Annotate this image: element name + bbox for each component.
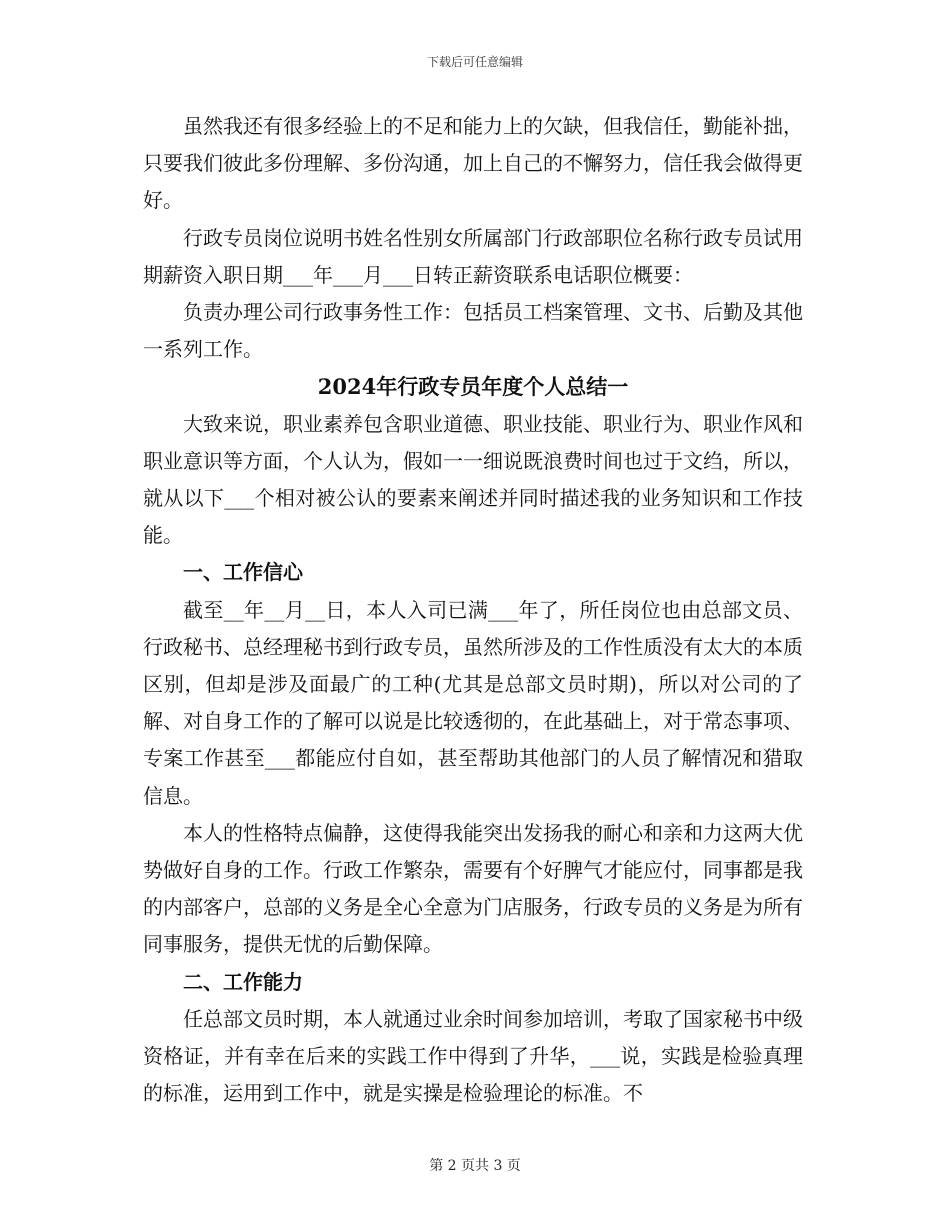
paragraph: 虽然我还有很多经验上的不足和能力上的欠缺，但我信任，勤能补拙，只要我们彼此多份理解、多份沟通，加上自己的不懈努力，信任我会做得更好。 [143,114,803,213]
paragraph: 截至__年__月__日，本人入司已满___年了，所任岗位也由总部文员、行政秘书、总经理秘书到行政专员，虽然所涉及的工作性质没有太大的本质区别，但却是涉及面最广的工种(尤其是总部文员时期)，所以对公司的了解、对自身工作的了解可以说是比较透彻的，在此基础上，对于常态事项、专案工作甚至___都能应付自如，甚至帮助其他部门的人员了解情况和猎取信息。 [143,597,803,808]
paragraph: 任总部文员时期，本人就通过业余时间参加培训，考取了国家秘书中级资格证，并有幸在后来的实践工作中得到了升华，___说，实践是检验真理的标准，运用到工作中，就是实操是检验理论的标准。不 [143,1006,803,1106]
paragraph: 本人的性格特点偏静，这使得我能突出发扬我的耐心和亲和力这两大优势做好自身的工作。行政工作繁杂，需要有个好脾气才能应付，同事都是我的内部客户，总部的义务是全心全意为门店服务，行政专员的义务是为所有同事服务，提供无忧的后勤保障。 [143,820,803,957]
paragraph: 行政专员岗位说明书姓名性别女所属部门行政部职位名称行政专员试用期薪资入职日期___年___月___日转正薪资联系电话职位概要： [143,225,803,287]
section-heading: 二、工作能力 [183,969,303,994]
page-header: 下载后可任意编辑 [426,55,523,69]
document-body [143,108,803,1112]
page-footer: 第 2 页共 3 页 [429,1158,521,1174]
document-title: 2024年行政专员年度个人总结一 [317,374,629,400]
paragraph: 负责办理公司行政事务性工作：包括员工档案管理、文书、后勤及其他一系列工作。 [143,300,803,362]
paragraph: 大致来说，职业素养包含职业道德、职业技能、职业行为、职业作风和职业意识等方面，个人认为，假如一一细说既浪费时间也过于文绉，所以，就从以下___个相对被公认的要素来阐述并同时描述我的业务知识和工作技能。 [143,411,803,548]
section-heading: 一、工作信心 [183,560,303,585]
